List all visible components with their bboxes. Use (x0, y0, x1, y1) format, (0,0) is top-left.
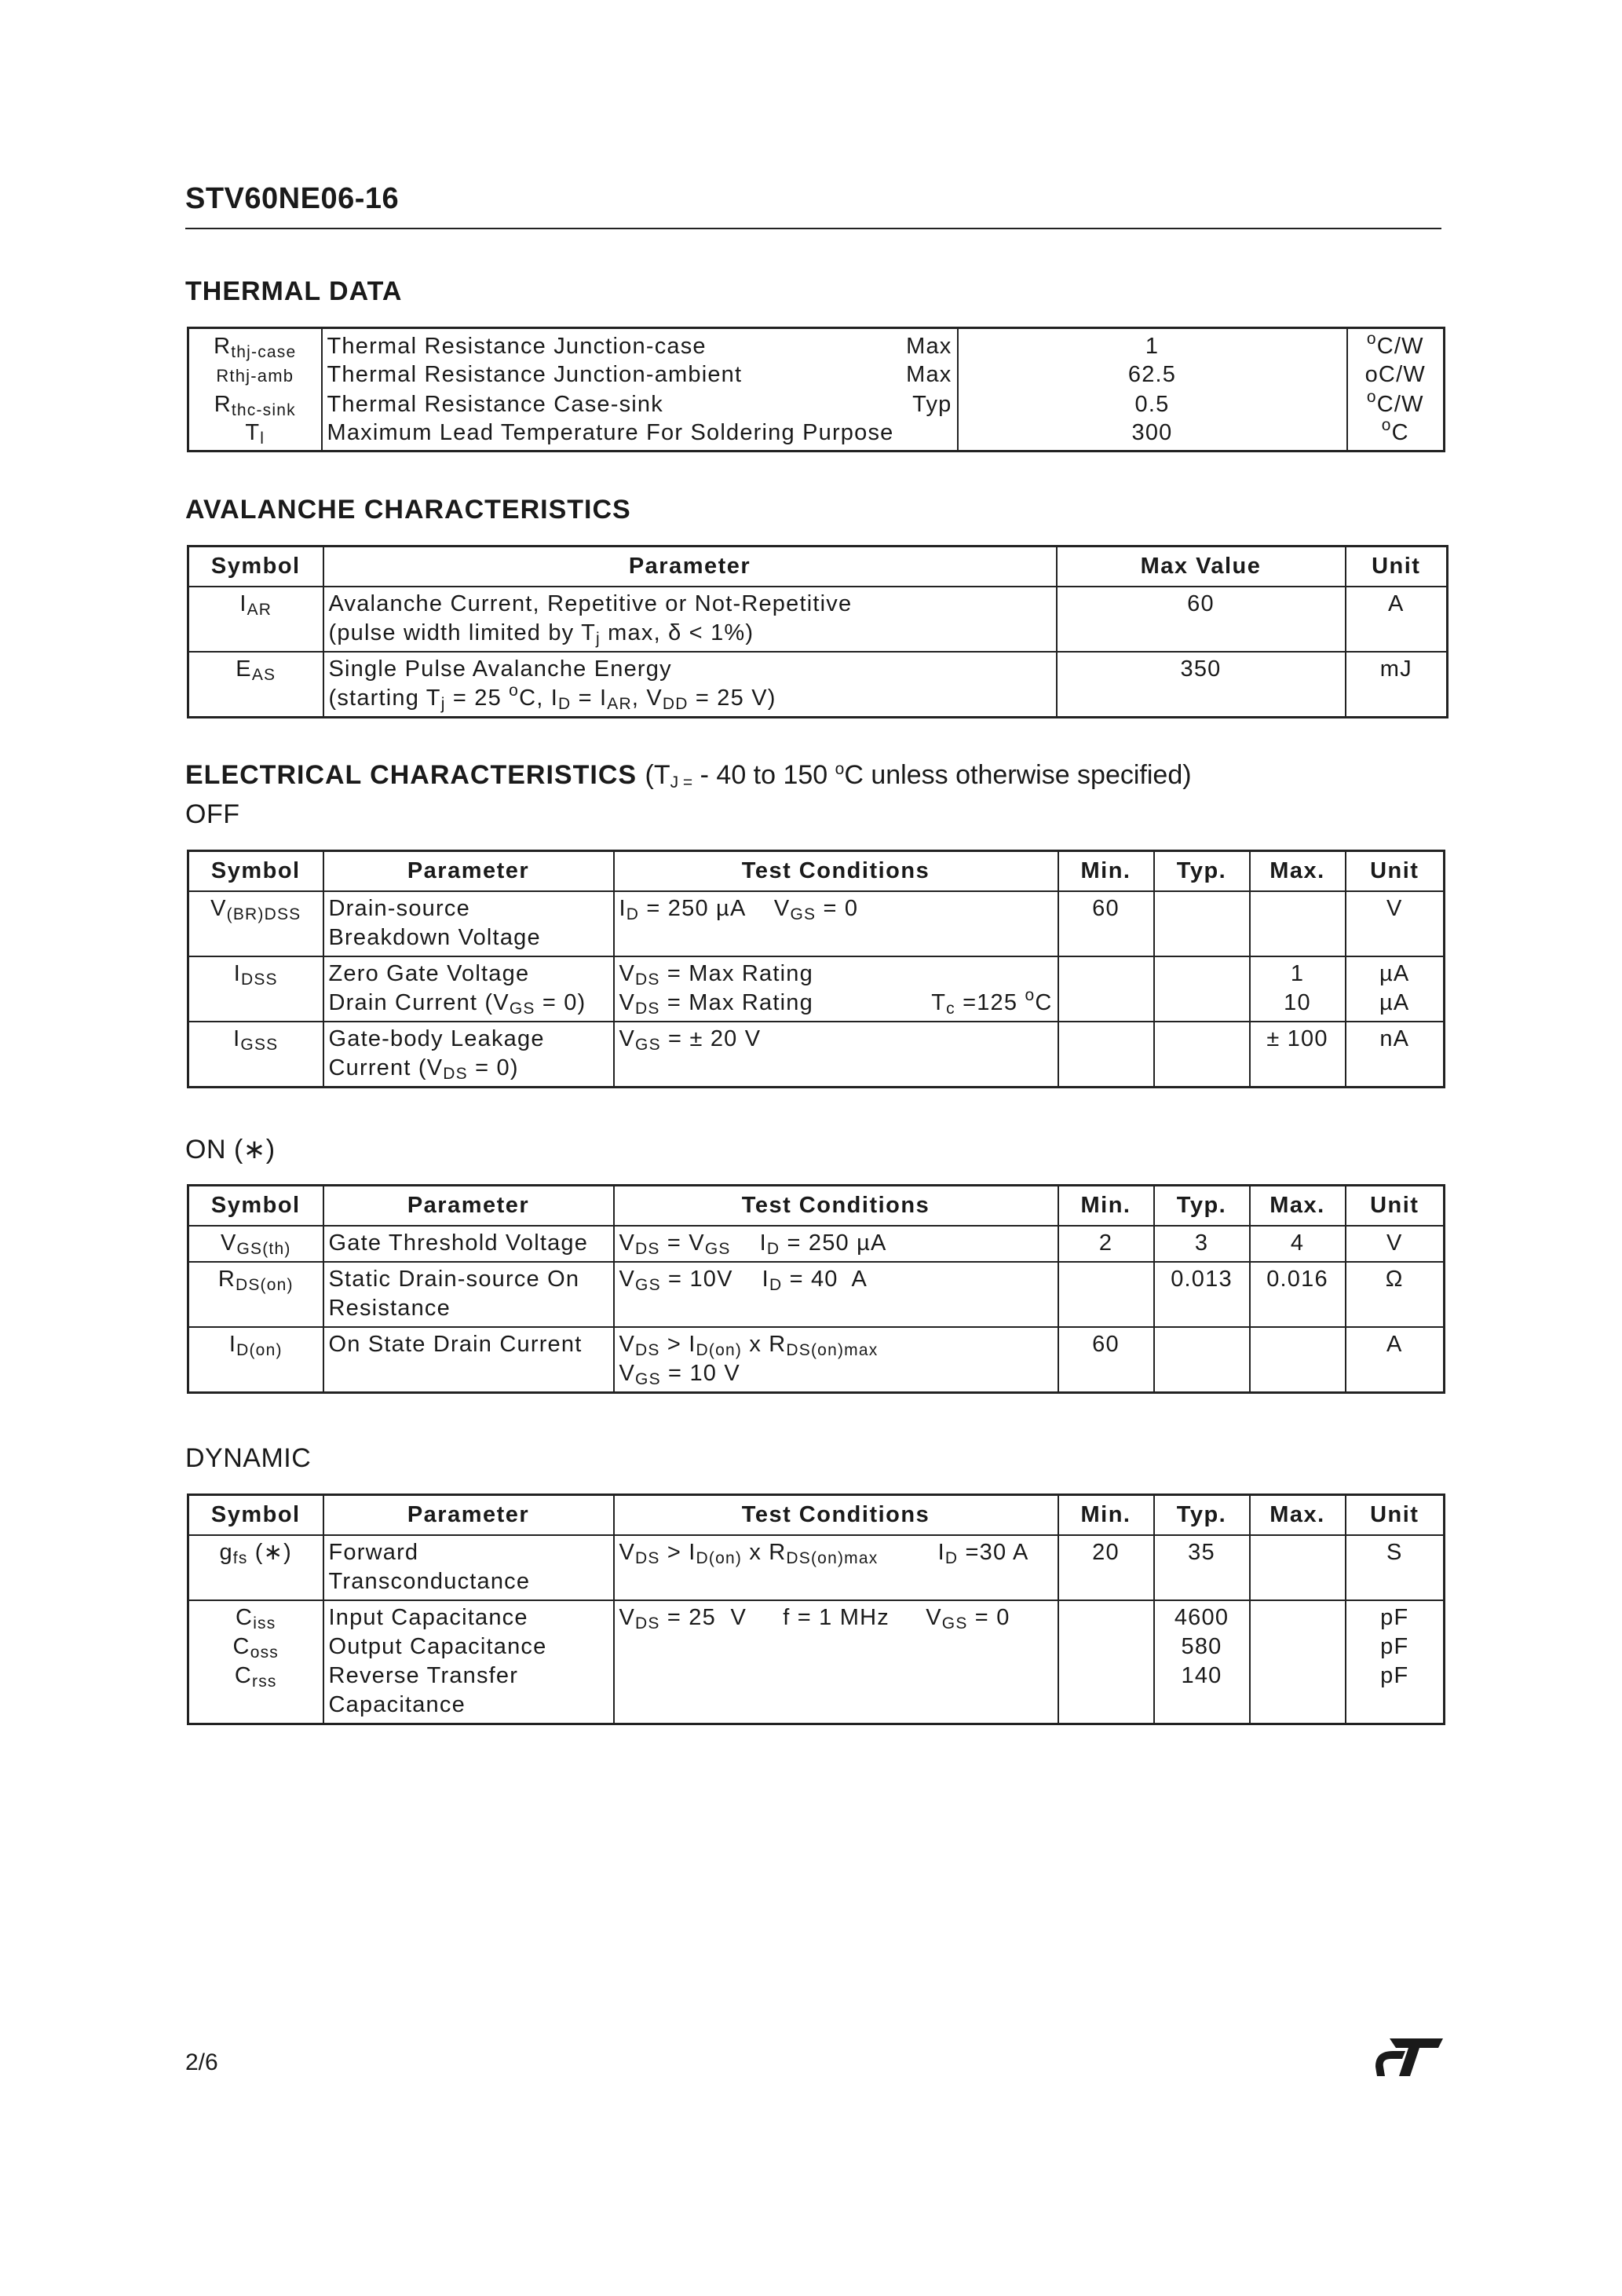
st-logo-icon (1375, 2037, 1445, 2082)
table-header-row: Symbol Parameter Test Conditions Min. Typ. Max. Unit (188, 1495, 1445, 1536)
table-row: $g_{fs}$ (∗) Forward Transconductance $V_{DS} > I_{D(on)}$ x $R_{DS(on)max}$ $I_D =30$ A 20 35 S (188, 1535, 1445, 1600)
thermal-data-title: THERMAL DATA (185, 276, 403, 306)
avalanche-title: AVALANCHE CHARACTERISTICS (185, 495, 631, 525)
avalanche-table (187, 545, 1448, 718)
table-row: $T_l$ Maximum Lead Temperature For Soldering Purpose 300 $^o$C (188, 419, 1445, 452)
table-header-row: Symbol Parameter Test Conditions Min. Typ. Max. Unit (188, 851, 1445, 892)
header-rule (185, 228, 1441, 229)
on-table (187, 1184, 1445, 1394)
table-row: $R_{thj-case}$ Thermal Resistance Junction-case Max 1 $^o$C/W (188, 328, 1445, 361)
table-row: $I_{DSS}$ Zero Gate Voltage Drain Current $(V_{GS} = 0)$ $V_{DS}$ = Max Rating $V_{DS}$ = Max Rating $T_c =125$ $^o$C 1 10 µA µA (188, 956, 1445, 1022)
table-row: $I_{D(on)}$ On State Drain Current $V_{DS} > I_{D(on)}$ x $R_{DS(on)max}$ $V_{GS} = 10$ V 60 A (188, 1327, 1445, 1393)
electrical-title: ELECTRICAL CHARACTERISTICS ($T_{J =} - 40$ to 150 $^o$C unless otherwise specified) (185, 760, 1192, 792)
table-row: $I_{GSS}$ Gate-body Leakage Current $(V_{DS} = 0)$ $V_{GS}$ = ± 20 V ± 100 nA (188, 1022, 1445, 1088)
table-row: $I_{AR}$ Avalanche Current, Repetitive or Not-Repetitive (pulse width limited by $T_j$ max, δ < 1%) 60 A (188, 587, 1448, 652)
electrical-conditions: ($T_{J =} - 40$ to 150 $^o$C unless otherwise specified) (645, 760, 1192, 792)
page-number: 2/6 (185, 2049, 218, 2075)
table-row: $R_{DS(on)}$ Static Drain-source On Resistance $V_{GS} = 10V$ $I_D = 40$ A 0.013 0.016 Ω (188, 1262, 1445, 1327)
table-row: $E_{AS}$ Single Pulse Avalanche Energy (starting $T_j = 25$ $^o$C, $I_D = I_{AR}$, $V_{DD} = 25$ V) 350 mJ (188, 652, 1448, 718)
table-header-row: Symbol Parameter Max Value Unit (188, 547, 1448, 587)
on-title: ON (∗) (185, 1135, 276, 1164)
document-title: STV60NE06-16 (185, 182, 400, 215)
table-header-row: Symbol Parameter Test Conditions Min. Typ. Max. Unit (188, 1186, 1445, 1227)
thermal-data-table (187, 327, 1445, 452)
off-table (187, 850, 1445, 1088)
dynamic-table (187, 1493, 1445, 1725)
table-row: $C_{iss}$ $C_{oss}$ $C_{rss}$ Input Capacitance Output Capacitance Reverse Transfer Capacitance $V_{DS} = 25$ V f = 1 MHz $V_{GS} = 0$ 4600 580 140 pF pF pF (188, 1600, 1445, 1724)
off-title: OFF (185, 799, 240, 829)
table-row: $R_{thc-sink}$ Thermal Resistance Case-sink Typ 0.5 $^o$C/W (188, 390, 1445, 419)
table-row: $V_{GS(th)}$ Gate Threshold Voltage $V_{DS} = V_{GS}$ $I_D = 250$ µA 2 3 4 V (188, 1226, 1445, 1262)
table-row: $V_{(BR)DSS}$ Drain-source Breakdown Voltage $I_D = 250$ µA $V_{GS} = 0$ 60 V (188, 891, 1445, 956)
table-row: Rthj-amb Thermal Resistance Junction-ambient Max 62.5 oC/W (188, 360, 1445, 390)
dynamic-title: DYNAMIC (185, 1443, 312, 1473)
